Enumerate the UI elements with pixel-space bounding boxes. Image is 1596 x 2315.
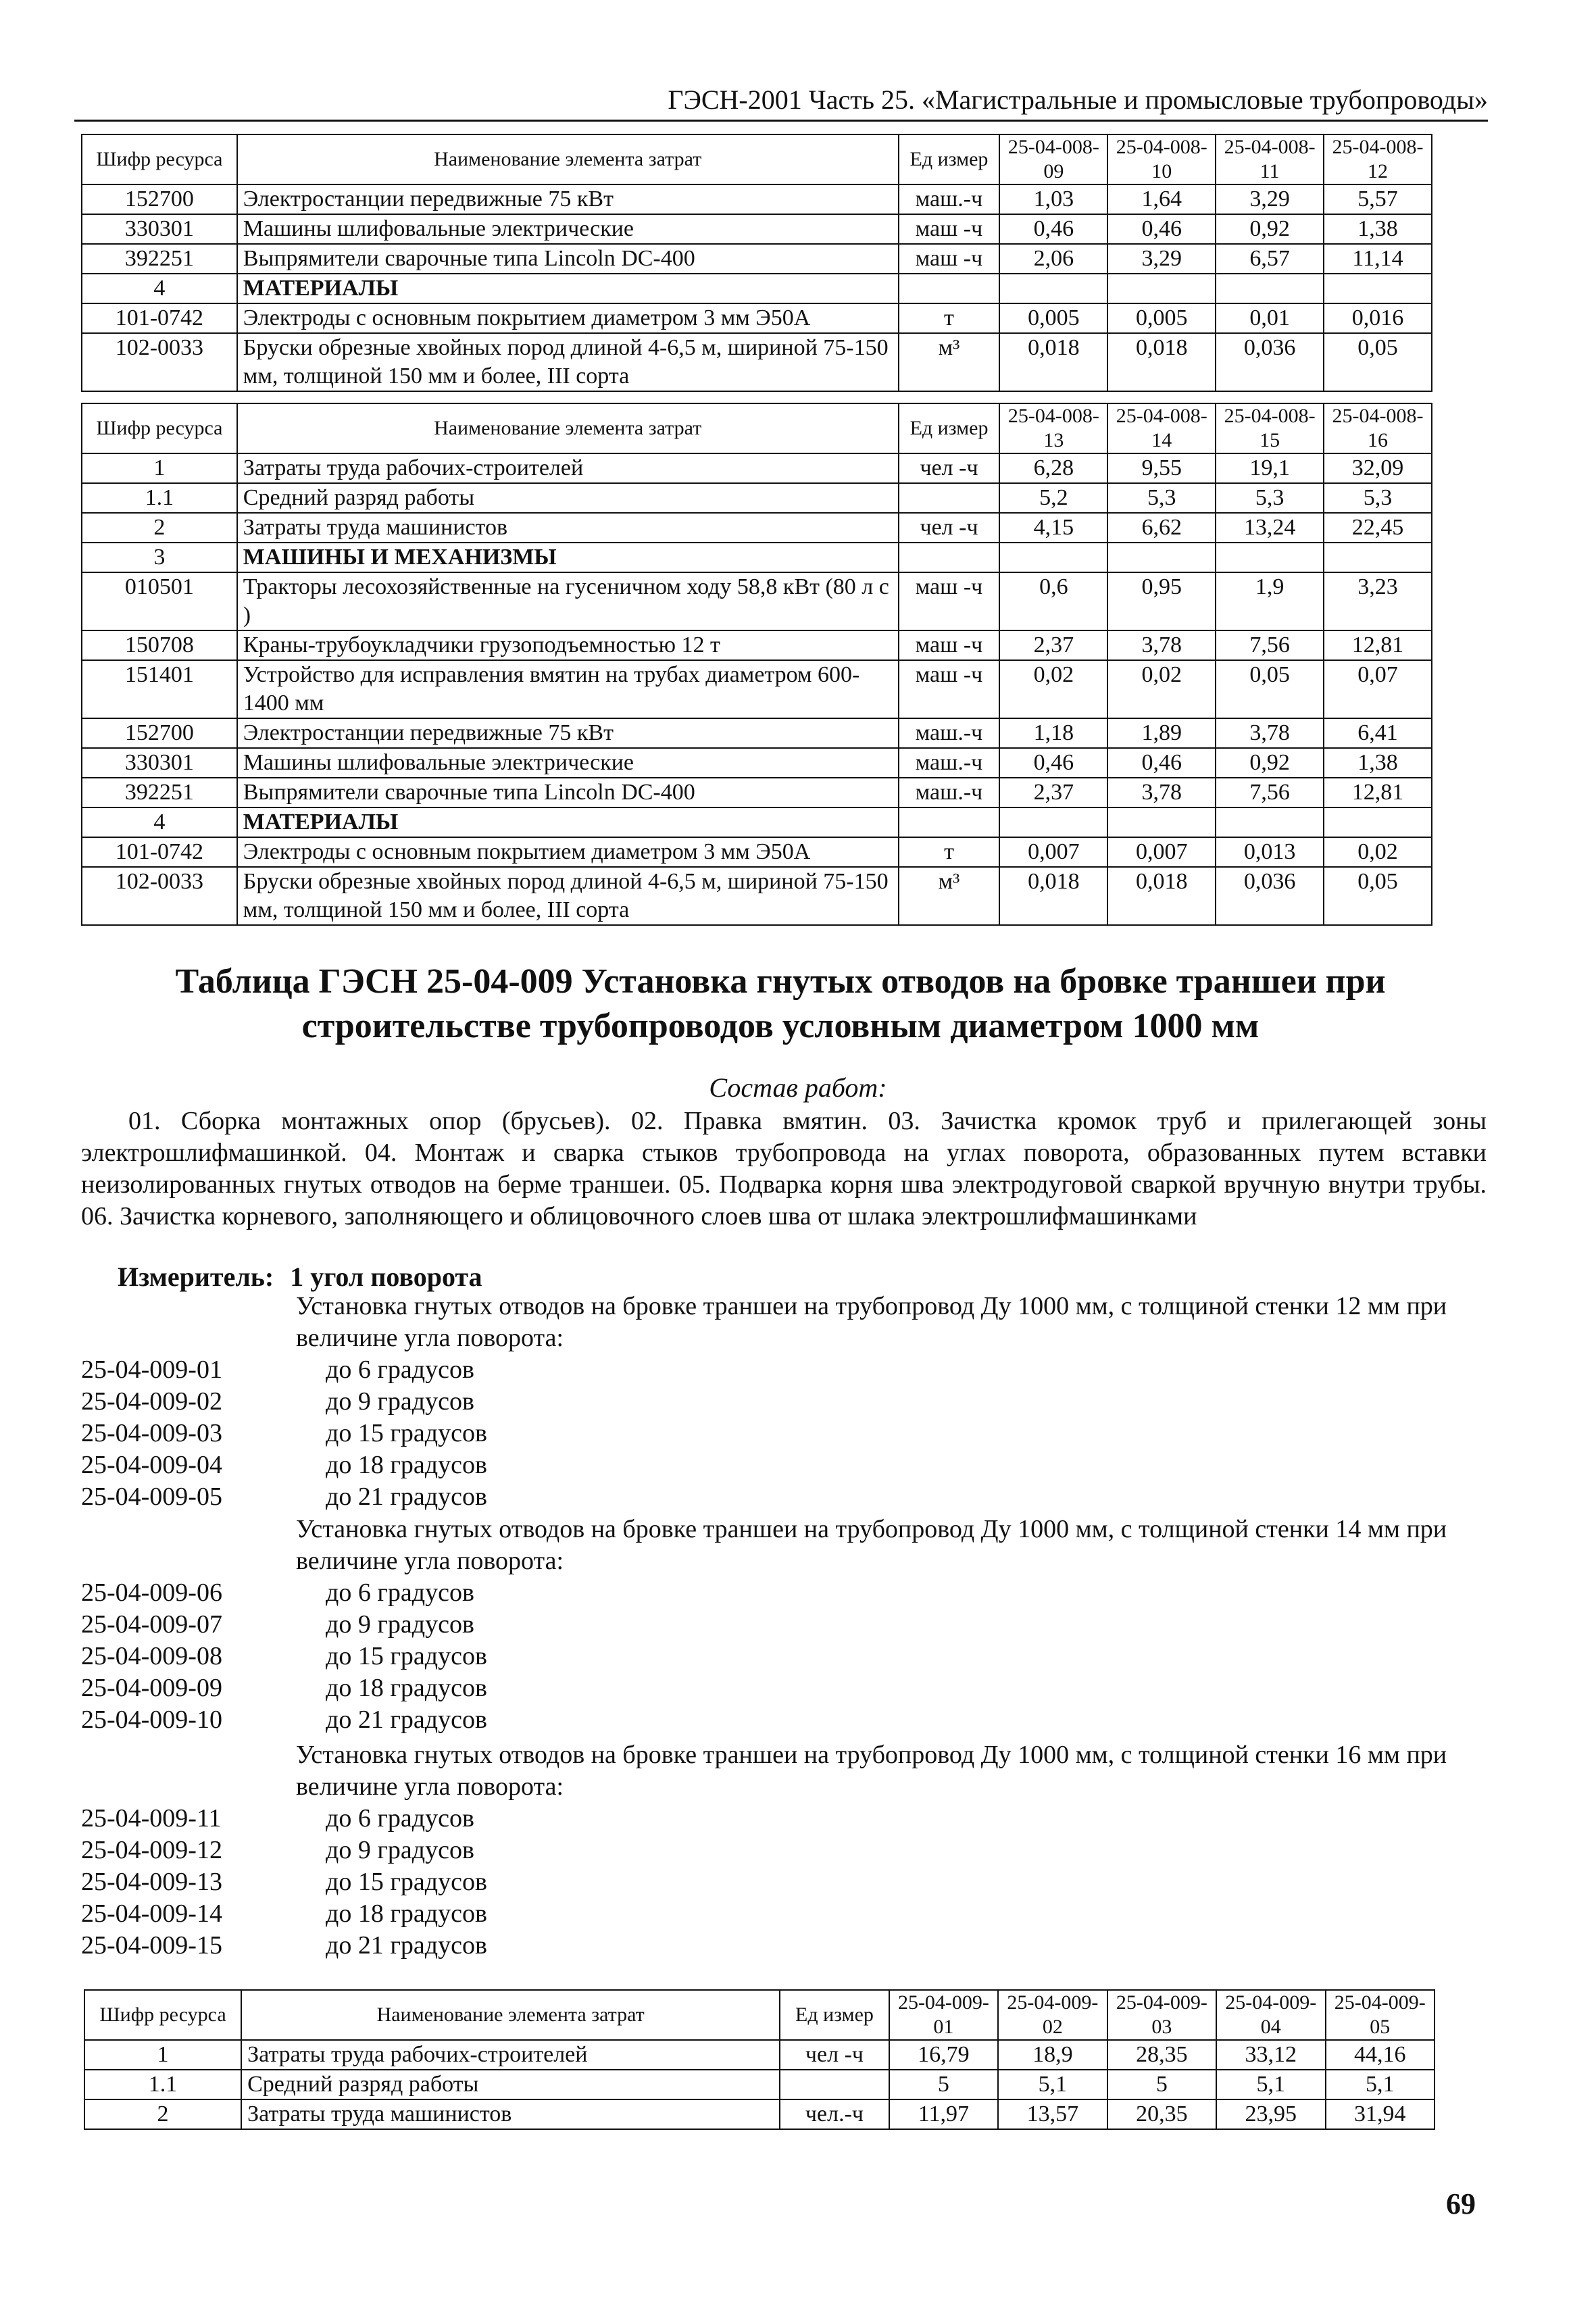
resource-value: 44,16 <box>1326 2040 1435 2070</box>
resource-unit: маш -ч <box>899 572 1000 630</box>
resource-value: 3,78 <box>1107 778 1216 807</box>
resource-code: 010501 <box>82 572 237 630</box>
work-composition-label: Состав работ: <box>709 1072 887 1103</box>
resource-code: 2 <box>82 513 237 543</box>
norm-item <box>81 1930 1493 1962</box>
section-row <box>82 543 1432 572</box>
resource-value: 0,05 <box>1216 660 1324 718</box>
norm-label: до 9 градусов <box>326 1387 474 1416</box>
resource-value: 0,46 <box>1107 748 1216 778</box>
norm-code: 25-04-009-01 <box>81 1355 222 1384</box>
header-norm-code: 25-04-009-04 <box>1216 1990 1325 2040</box>
resource-value: 0,46 <box>999 748 1107 778</box>
resource-unit: маш -ч <box>899 214 1000 244</box>
norm-code: 25-04-009-11 <box>81 1804 222 1833</box>
resource-unit: чел -ч <box>899 513 1000 543</box>
resource-value: 3,78 <box>1107 630 1216 660</box>
norm-label: до 9 градусов <box>326 1836 474 1864</box>
resource-value <box>999 274 1107 303</box>
resource-value <box>999 543 1107 572</box>
resource-value: 0,02 <box>999 660 1107 718</box>
table-row <box>82 453 1432 483</box>
resource-value: 12,81 <box>1324 778 1432 807</box>
norm-group-wall-16 <box>81 1739 1493 1962</box>
resource-name: Средний разряд работы <box>241 2070 780 2099</box>
header-norm-code: 25-04-008-10 <box>1107 134 1216 184</box>
table-row <box>82 572 1432 630</box>
norm-item <box>81 1609 1493 1641</box>
resource-code: 2 <box>84 2099 241 2129</box>
norm-label: до 21 градусов <box>326 1706 487 1734</box>
norm-code: 25-04-009-12 <box>81 1836 222 1864</box>
resource-value: 1,38 <box>1324 214 1432 244</box>
resource-unit <box>899 274 1000 303</box>
resource-unit: м³ <box>899 867 1000 925</box>
resource-value: 0,005 <box>1107 303 1216 333</box>
table-row <box>82 244 1432 274</box>
resource-code: 392251 <box>82 244 237 274</box>
norm-label: до 15 градусов <box>326 1868 487 1896</box>
norm-label: до 21 градусов <box>326 1483 487 1511</box>
table-row <box>82 778 1432 807</box>
resource-value: 1,03 <box>999 184 1107 214</box>
norm-item <box>81 1898 1493 1930</box>
resource-value: 5,3 <box>1216 483 1324 513</box>
norm-label: до 6 градусов <box>326 1355 474 1384</box>
resource-value: 32,09 <box>1324 453 1432 483</box>
resource-name: Затраты труда рабочих-строителей <box>241 2040 780 2070</box>
resource-value: 5 <box>1107 2070 1216 2099</box>
resource-name: Бруски обрезные хвойных пород длиной 4-6,5 м, шириной 75-150 мм, толщиной 150 мм и более, III сорта <box>237 333 899 391</box>
resource-value: 0,036 <box>1216 867 1324 925</box>
header-norm-code: 25-04-008-15 <box>1216 403 1324 453</box>
resource-value: 0,6 <box>999 572 1107 630</box>
resource-value: 3,78 <box>1216 718 1324 748</box>
resource-value <box>1324 543 1432 572</box>
header-norm-code: 25-04-008-11 <box>1216 134 1324 184</box>
resource-value: 33,12 <box>1216 2040 1325 2070</box>
resource-value: 0,013 <box>1216 837 1324 867</box>
norm-label: до 15 градусов <box>326 1642 487 1670</box>
resource-value: 0,02 <box>1107 660 1216 718</box>
norm-item <box>81 1835 1493 1866</box>
resource-code: 4 <box>82 274 237 303</box>
resource-unit: чел -ч <box>899 453 1000 483</box>
resource-value <box>1324 274 1432 303</box>
norm-item <box>81 1866 1493 1898</box>
norm-item <box>81 1449 1493 1481</box>
resource-unit: маш -ч <box>899 244 1000 274</box>
header-unit: Ед измер <box>899 134 1000 184</box>
resource-value: 11,97 <box>889 2099 998 2129</box>
resource-value: 20,35 <box>1107 2099 1216 2129</box>
group-intro: Установка гнутых отводов на бровке траншеи на трубопровод Ду 1000 мм, с толщиной стенки 16 мм при величине угла поворота: <box>296 1741 1447 1801</box>
resource-code: 151401 <box>82 660 237 718</box>
norm-code: 25-04-009-10 <box>81 1706 222 1734</box>
resource-value: 12,81 <box>1324 630 1432 660</box>
table-row <box>82 214 1432 244</box>
section-row <box>82 274 1432 303</box>
norm-group-wall-12 <box>81 1291 1493 1513</box>
resource-value: 2,37 <box>999 630 1107 660</box>
resource-value: 2,37 <box>999 778 1107 807</box>
header-norm-code: 25-04-009-01 <box>889 1990 998 2040</box>
table-row <box>82 748 1432 778</box>
resource-code: 392251 <box>82 778 237 807</box>
table-row <box>82 483 1432 513</box>
resource-value: 5,3 <box>1324 483 1432 513</box>
table-row <box>84 2099 1435 2129</box>
resource-value <box>1107 543 1216 572</box>
norm-code: 25-04-009-15 <box>81 1931 222 1960</box>
resource-value: 0,018 <box>999 867 1107 925</box>
resource-unit: маш.-ч <box>899 748 1000 778</box>
resource-value: 0,018 <box>1107 867 1216 925</box>
resource-value <box>1324 807 1432 837</box>
resource-code: 1 <box>82 453 237 483</box>
resource-name: Выпрямители сварочные типа Lincoln DC-400 <box>237 244 899 274</box>
resource-value <box>1216 543 1324 572</box>
resource-name: МАТЕРИАЛЫ <box>237 274 899 303</box>
resource-name: Электроды с основным покрытием диаметром 3 мм Э50А <box>237 837 899 867</box>
resource-value: 6,62 <box>1107 513 1216 543</box>
resource-value: 0,05 <box>1324 333 1432 391</box>
resource-code: 4 <box>82 807 237 837</box>
norm-code: 25-04-009-02 <box>81 1387 222 1416</box>
resource-code: 150708 <box>82 630 237 660</box>
resource-value <box>999 807 1107 837</box>
norm-label: до 6 градусов <box>326 1804 474 1833</box>
resource-value: 0,92 <box>1216 748 1324 778</box>
header-name: Наименование элемента затрат <box>237 134 899 184</box>
resource-code: 330301 <box>82 214 237 244</box>
resource-name: Затраты труда рабочих-строителей <box>237 453 899 483</box>
resource-value: 5,57 <box>1324 184 1432 214</box>
resource-name: МАТЕРИАЛЫ <box>237 807 899 837</box>
norm-label: до 15 градусов <box>326 1419 487 1447</box>
table-row <box>82 837 1432 867</box>
resource-code: 1 <box>84 2040 241 2070</box>
header-norm-code: 25-04-008-09 <box>999 134 1107 184</box>
resource-value: 0,01 <box>1216 303 1324 333</box>
meter-label: Измеритель: <box>118 1262 274 1292</box>
resource-unit <box>780 2070 889 2099</box>
resource-value: 1,64 <box>1107 184 1216 214</box>
resource-name: Выпрямители сварочные типа Lincoln DC-400 <box>237 778 899 807</box>
resource-value: 6,41 <box>1324 718 1432 748</box>
norm-label: до 9 градусов <box>326 1610 474 1639</box>
table-row <box>82 867 1432 925</box>
norm-code: 25-04-009-06 <box>81 1578 222 1607</box>
meter-value: 1 угол поворота <box>290 1262 482 1292</box>
norm-item <box>81 1386 1493 1418</box>
resource-value: 5,1 <box>1216 2070 1325 2099</box>
resource-code: 101-0742 <box>82 303 237 333</box>
work-composition-text: 01. Сборка монтажных опор (брусьев). 02. Правка вмятин. 03. Зачистка кромок труб и прилегающей зоны электрошлифмашинкой. 04. Монтаж и сварка стыков трубопровода на углах поворота, образованных путем вставки неизолированных гнутых отводов на берме траншеи. 05. Подварка корня шва электродуговой сваркой вручную внутри трубы. 06. Зачистка корневого, заполняющего и облицовочного слоев шва от шлака электрошлифмашинками <box>81 1107 1487 1230</box>
resource-value: 0,02 <box>1324 837 1432 867</box>
norm-label: до 18 градусов <box>326 1674 487 1702</box>
resource-value: 9,55 <box>1107 453 1216 483</box>
resource-value: 7,56 <box>1216 630 1324 660</box>
norm-code: 25-04-009-14 <box>81 1899 222 1928</box>
resource-value: 0,016 <box>1324 303 1432 333</box>
resource-value: 0,92 <box>1216 214 1324 244</box>
resource-value: 13,24 <box>1216 513 1324 543</box>
norm-code: 25-04-009-05 <box>81 1483 222 1511</box>
resource-code: 152700 <box>82 184 237 214</box>
resource-value: 0,07 <box>1324 660 1432 718</box>
resource-value: 0,46 <box>1107 214 1216 244</box>
table-row <box>82 718 1432 748</box>
header-norm-code: 25-04-008-12 <box>1324 134 1432 184</box>
header-unit: Ед измер <box>780 1990 889 2040</box>
norm-label: до 21 градусов <box>326 1931 487 1960</box>
resource-unit: т <box>899 837 1000 867</box>
header-norm-code: 25-04-008-14 <box>1107 403 1216 453</box>
resource-code: 102-0033 <box>82 333 237 391</box>
resource-value: 7,56 <box>1216 778 1324 807</box>
resource-table-009-01-05 <box>84 1989 1435 2130</box>
norm-code: 25-04-009-07 <box>81 1610 222 1639</box>
norm-item <box>81 1672 1493 1704</box>
norm-item <box>81 1803 1493 1835</box>
resource-unit: м³ <box>899 333 1000 391</box>
norm-item <box>81 1577 1493 1609</box>
resource-name: Электроды с основным покрытием диаметром 3 мм Э50А <box>237 303 899 333</box>
resource-unit: т <box>899 303 1000 333</box>
resource-name: Устройство для исправления вмятин на трубах диаметром 600-1400 мм <box>237 660 899 718</box>
norm-code: 25-04-009-03 <box>81 1419 222 1447</box>
resource-unit: маш.-ч <box>899 718 1000 748</box>
table-header-row <box>82 403 1432 453</box>
resource-unit <box>899 483 1000 513</box>
header-code: Шифр ресурса <box>84 1990 241 2040</box>
resource-value: 1,18 <box>999 718 1107 748</box>
norm-label: до 18 градусов <box>326 1451 487 1479</box>
section-row <box>82 807 1432 837</box>
resource-value: 5,1 <box>1326 2070 1435 2099</box>
resource-value: 5,1 <box>998 2070 1107 2099</box>
resource-unit: чел.-ч <box>780 2099 889 2129</box>
resource-table-008-13-16 <box>81 403 1432 926</box>
resource-unit: маш -ч <box>899 660 1000 718</box>
meter-line <box>118 1261 482 1293</box>
running-header: ГЭСН-2001 Часть 25. «Магистральные и промысловые трубопроводы» <box>74 84 1488 122</box>
table-row <box>84 2070 1435 2099</box>
resource-value: 28,35 <box>1107 2040 1216 2070</box>
table-row <box>82 513 1432 543</box>
norm-code: 25-04-009-04 <box>81 1451 222 1479</box>
resource-table-008-09-12 <box>81 134 1432 392</box>
header-norm-code: 25-04-009-02 <box>998 1990 1107 2040</box>
resource-value: 31,94 <box>1326 2099 1435 2129</box>
resource-code: 330301 <box>82 748 237 778</box>
resource-name: Краны-трубоукладчики грузоподъемностью 12 т <box>237 630 899 660</box>
resource-value: 1,9 <box>1216 572 1324 630</box>
resource-value: 16,79 <box>889 2040 998 2070</box>
resource-unit <box>899 543 1000 572</box>
resource-value: 5,2 <box>999 483 1107 513</box>
table-row <box>82 630 1432 660</box>
resource-value: 23,95 <box>1216 2099 1325 2129</box>
header-norm-code: 25-04-008-16 <box>1324 403 1432 453</box>
table-header-row <box>82 134 1432 184</box>
resource-value: 11,14 <box>1324 244 1432 274</box>
resource-unit: маш.-ч <box>899 184 1000 214</box>
table-header-row <box>84 1990 1435 2040</box>
resource-name: Бруски обрезные хвойных пород длиной 4-6,5 м, шириной 75-150 мм, толщиной 150 мм и более, III сорта <box>237 867 899 925</box>
norm-code: 25-04-009-08 <box>81 1642 222 1670</box>
resource-value: 0,007 <box>1107 837 1216 867</box>
resource-value: 0,005 <box>999 303 1107 333</box>
resource-value: 0,036 <box>1216 333 1324 391</box>
table-row <box>82 660 1432 718</box>
resource-code: 152700 <box>82 718 237 748</box>
resource-value: 2,06 <box>999 244 1107 274</box>
norm-item <box>81 1641 1493 1672</box>
resource-value: 5,3 <box>1107 483 1216 513</box>
norm-item <box>81 1354 1493 1386</box>
resource-value: 22,45 <box>1324 513 1432 543</box>
group-intro: Установка гнутых отводов на бровке траншеи на трубопровод Ду 1000 мм, с толщиной стенки 14 мм при величине угла поворота: <box>296 1515 1447 1575</box>
resource-name: Затраты труда машинистов <box>241 2099 780 2129</box>
resource-value: 3,23 <box>1324 572 1432 630</box>
header-norm-code: 25-04-009-03 <box>1107 1990 1216 2040</box>
header-norm-code: 25-04-008-13 <box>999 403 1107 453</box>
resource-value <box>1107 274 1216 303</box>
resource-unit: маш -ч <box>899 630 1000 660</box>
resource-value: 0,95 <box>1107 572 1216 630</box>
resource-value: 0,018 <box>999 333 1107 391</box>
header-name: Наименование элемента затрат <box>241 1990 780 2040</box>
resource-value <box>1216 274 1324 303</box>
resource-code: 1.1 <box>84 2070 241 2099</box>
resource-value: 18,9 <box>998 2040 1107 2070</box>
resource-value: 0,007 <box>999 837 1107 867</box>
norm-item <box>81 1704 1493 1736</box>
table-row <box>84 2040 1435 2070</box>
header-code: Шифр ресурса <box>82 134 237 184</box>
resource-value <box>1107 807 1216 837</box>
header-code: Шифр ресурса <box>82 403 237 453</box>
resource-value <box>1216 807 1324 837</box>
resource-value: 19,1 <box>1216 453 1324 483</box>
norm-item <box>81 1418 1493 1449</box>
resource-value: 3,29 <box>1216 184 1324 214</box>
resource-value: 6,57 <box>1216 244 1324 274</box>
table-title: Таблица ГЭСН 25-04-009 Установка гнутых отводов на бровке траншеи при строительстве трубопроводов условным диаметром 1000 мм <box>175 962 1386 1045</box>
resource-name: МАШИНЫ И МЕХАНИЗМЫ <box>237 543 899 572</box>
resource-value: 3,29 <box>1107 244 1216 274</box>
norm-group-wall-14 <box>81 1514 1493 1736</box>
resource-code: 3 <box>82 543 237 572</box>
resource-unit <box>899 807 1000 837</box>
resource-value: 0,46 <box>999 214 1107 244</box>
resource-value: 0,018 <box>1107 333 1216 391</box>
resource-name: Электростанции передвижные 75 кВт <box>237 718 899 748</box>
resource-value: 4,15 <box>999 513 1107 543</box>
norm-label: до 6 градусов <box>326 1578 474 1607</box>
table-row <box>82 303 1432 333</box>
resource-value: 13,57 <box>998 2099 1107 2129</box>
resource-value: 1,89 <box>1107 718 1216 748</box>
resource-name: Тракторы лесохозяйственные на гусеничном ходу 58,8 кВт (80 л с ) <box>237 572 899 630</box>
resource-name: Машины шлифовальные электрические <box>237 214 899 244</box>
table-row <box>82 184 1432 214</box>
norm-code: 25-04-009-09 <box>81 1674 222 1702</box>
resource-name: Электростанции передвижные 75 кВт <box>237 184 899 214</box>
norm-code: 25-04-009-13 <box>81 1868 222 1896</box>
resource-value: 1,38 <box>1324 748 1432 778</box>
header-norm-code: 25-04-009-05 <box>1326 1990 1435 2040</box>
resource-code: 1.1 <box>82 483 237 513</box>
table-row <box>82 333 1432 391</box>
resource-value: 6,28 <box>999 453 1107 483</box>
norm-item <box>81 1481 1493 1513</box>
page-number: 69 <box>1446 2187 1476 2220</box>
header-name: Наименование элемента затрат <box>237 403 899 453</box>
resource-value: 0,05 <box>1324 867 1432 925</box>
resource-code: 101-0742 <box>82 837 237 867</box>
resource-name: Затраты труда машинистов <box>237 513 899 543</box>
resource-code: 102-0033 <box>82 867 237 925</box>
norm-label: до 18 градусов <box>326 1899 487 1928</box>
header-unit: Ед измер <box>899 403 1000 453</box>
resource-unit: маш.-ч <box>899 778 1000 807</box>
resource-unit: чел -ч <box>780 2040 889 2070</box>
group-intro: Установка гнутых отводов на бровке траншеи на трубопровод Ду 1000 мм, с толщиной стенки 12 мм при величине угла поворота: <box>296 1292 1447 1352</box>
resource-name: Машины шлифовальные электрические <box>237 748 899 778</box>
resource-value: 5 <box>889 2070 998 2099</box>
resource-name: Средний разряд работы <box>237 483 899 513</box>
